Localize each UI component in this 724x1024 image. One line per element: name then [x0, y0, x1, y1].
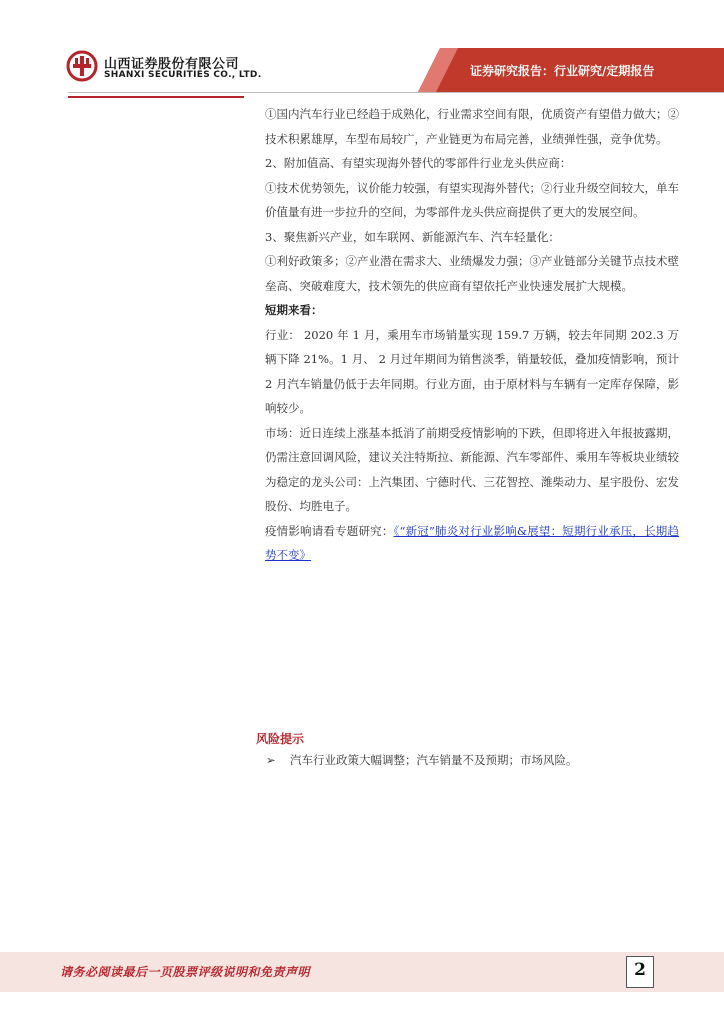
header-divider: [68, 92, 724, 93]
epidemic-prefix: 疫情影响请看专题研究：: [265, 523, 394, 538]
report-type-label: 证券研究报告：行业研究/定期报告: [470, 64, 655, 78]
risk-heading: 风险提示: [256, 732, 305, 746]
risk-item: [266, 750, 578, 770]
paragraph: ①技术优势领先，议价能力较强，有望实现海外替代；②行业升级空间较大，单车价值量有进一步拉升的空间，为零部件龙头供应商提供了更大的发展空间。: [265, 180, 679, 219]
paragraph: ①国内汽车行业已经趋于成熟化，行业需求空间有限，优质资产有望借力做大；②技术积累雄厚，车型布局较广，产业链更为布局完善，业绩弹性强，竞争优势。: [265, 107, 679, 146]
section-heading-short-term: 短期来看：: [265, 303, 323, 317]
paragraph-industry: 行业： 2020 年 1 月，乘用车市场销量实现 159.7 万辆，较去年同期 202.3 万辆下降 21%。1 月、 2 月过年期间为销售淡季，销量较低，叠加疫情影响，预计 2 月汽车销量仍低于去年同期。行业方面，由于原材料与车辆有一定库存保障，影响较少。: [265, 327, 679, 415]
report-body: [265, 102, 679, 568]
paragraph: 2、附加值高、有望实现海外替代的零部件行业龙头供应商：: [265, 156, 572, 170]
company-name-cn: 山西证券股份有限公司: [104, 57, 240, 72]
paragraph: 3、聚焦新兴产业，如车联网、新能源汽车、汽车轻量化：: [265, 229, 560, 244]
company-name-en: SHANXI SECURITIES CO., LTD.: [104, 70, 262, 80]
paragraph-market: 市场：近日连续上涨基本抵消了前期受疫情影响的下跌，但即将进入年报披露期，仍需注意回调风险，建议关注特斯拉、新能源、汽车零部件、乘用车等板块业绩较为稳定的龙头公司：上汽集团、宁德时代、三花智控、潍柴动力、星宇股份、宏发股份、均胜电子。: [265, 425, 679, 513]
company-logo-icon: [66, 50, 98, 82]
paragraph-epidemic: [265, 519, 679, 568]
page-number: 2: [634, 960, 646, 980]
header-accent-line: [68, 96, 244, 98]
disclaimer-note: 请务必阅读最后一页股票评级说明和免责声明: [60, 965, 311, 979]
risk-text: 汽车行业政策大幅调整；汽车销量不及预期；市场风险。: [290, 753, 578, 767]
arrow-bullet-icon: ➢: [266, 753, 276, 767]
paragraph: ①利好政策多；②产业潜在需求大、业绩爆发力强；③产业链部分关键节点技术壁垒高、突破难度大，技术领先的供应商有望依托产业快速发展扩大规模。: [265, 254, 679, 293]
epidemic-report-link[interactable]: 《“新冠”肺炎对行业影响&展望：短期行业承压，长期趋势不变》: [265, 523, 679, 562]
